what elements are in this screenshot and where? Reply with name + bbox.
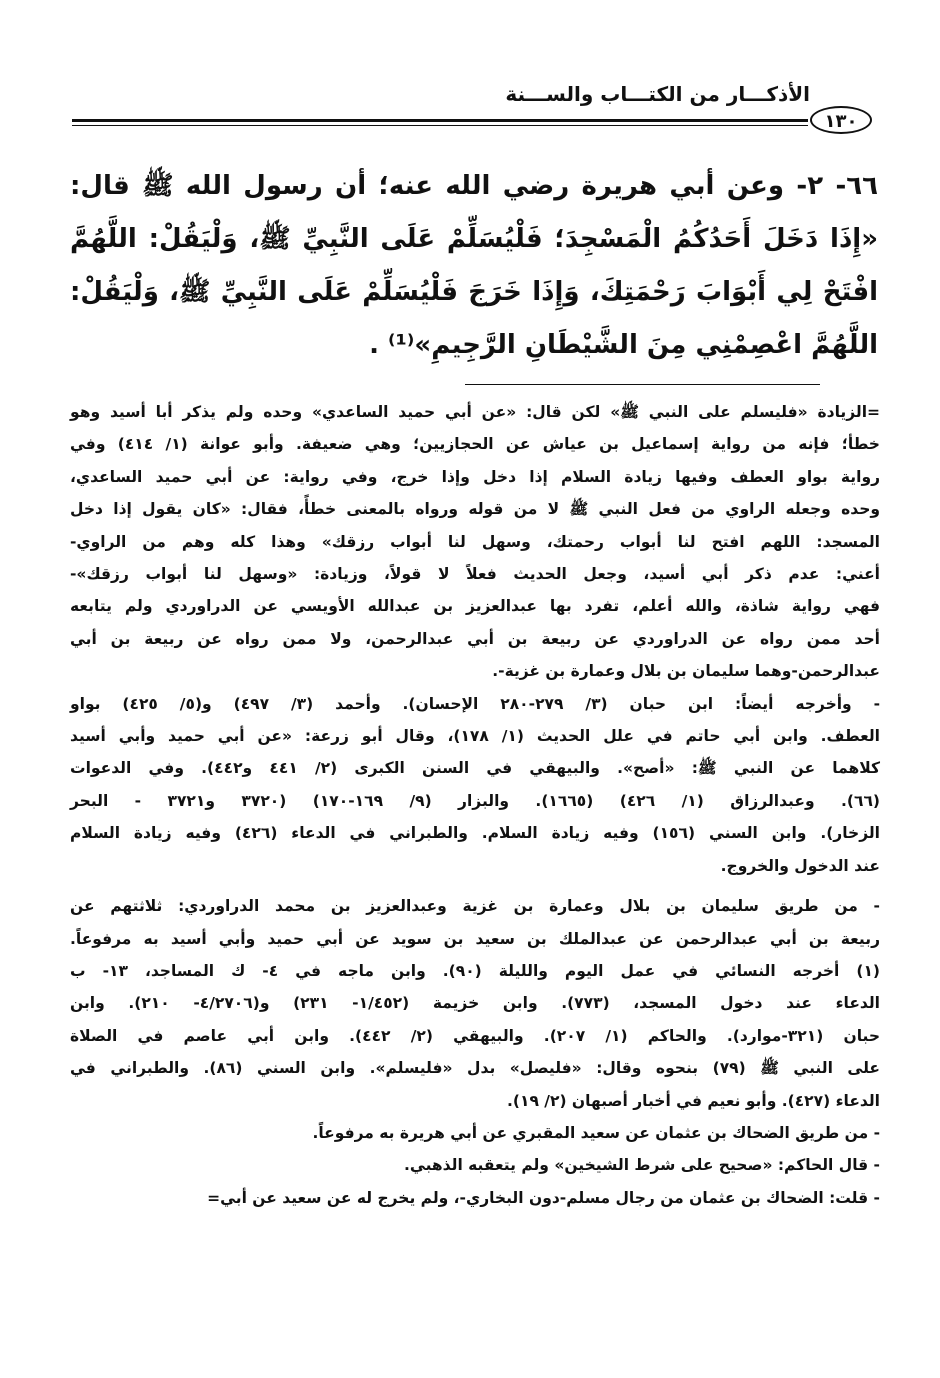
running-header-title: الأذكـــار من الكتـــاب والســـنة [505,82,810,106]
footnote-line: - وأخرجه أيضاً: ابن حبان (٣/ ٢٧٩-٢٨٠ الإحسان). وأحمد (٣/ ٤٩٧) و(٥/ ٤٢٥) بواو [70,694,881,713]
footnote-line: العطف. وابن أبي حاتم في علل الحديث (١/ ١٧٨)، وقال أبو زرعة: «عن أبي حميد وأبي أسيد [70,727,880,746]
footnote-line: - قال الحاكم: «صحيح على شرط الشيخين» ولم يتعقبه الذهبي. [404,1156,880,1175]
hadith-line: افْتَحْ لِي أَبْوَابَ رَحْمَتِكَ، وَإِذَا خَرَجَ فَلْيُسَلِّمْ عَلَى النَّبِيِّ ﷺ، وَلْيَقُلْ: [70,277,878,307]
hadith-line: ٦٦- ٢- وعن أبي هريرة رضي الله عنه؛ أن رسول الله ﷺ قال: [70,171,878,201]
footnote-line: أحد ممن رواه عن الدراوردي عن ربيعة بن أبي عبدالرحمن، ولا ممن رواه عن ربيعة بن أبي [70,629,880,648]
hadith-line: «إِذَا دَخَلَ أَحَدُكُمُ الْمَسْجِدَ؛ فَلْيُسَلِّمْ عَلَى النَّبِيِّ ﷺ، وَلْيَقُلْ: اللَّهُمَّ [70,224,878,254]
footnote-line: وحده وجعله الراوي من فعل النبي ﷺ لا من قوله ورواه بالمعنى خطأً، فقال: «كان يقول إذا دخل [70,500,880,519]
header-rule [72,119,808,126]
footnote-line: عند الدخول والخروج. [720,856,880,875]
hadith-line: اللَّهُمَّ اعْصِمْنِي مِنَ الشَّيْطَانِ الرَّجِيمِ»⁽¹⁾ . [369,330,878,360]
footnote-line: على النبي ﷺ (٧٩) بنحوه وقال: «فليصل» بدل «فليسلم». وابن السني (٨٦). والطبراني في [70,1059,880,1078]
footnote-line: عبدالرحمن-وهما سليمان بن بلال وعمارة بن غزية-. [492,662,880,681]
page-number: ١٣٠ [810,106,872,134]
footnote-line: - من طريق سليمان بن بلال وعمارة بن غزية وعبدالعزيز بن محمد الدراوردي: ثلاثتهم عن [70,897,880,916]
footnote-line: الزخار). وابن السني (١٥٦) وفيه زيادة السلام. والطبراني في الدعاء (٤٢٦) وفيه زيادة السلام [70,824,880,843]
footnote-line: الدعاء عند دخول المسجد، (٧٧٣). وابن خزيمة (١/٤٥٢- ٢٣١) و(٤/٢٧٠٦- ٢١٠). وابن [70,994,880,1013]
footnote-line: الدعاء (٤٢٧). وأبو نعيم في أخبار أصبهان (٢/ ١٩). [507,1091,880,1110]
hadith-text [70,160,878,372]
footnote-line: (١) أخرجه النسائي في عمل اليوم والليلة (٩٠). وابن ماجه في ٤- ك المساجد، ١٣- ب [70,961,881,980]
footnote-line: - من طريق الضحاك بن عثمان عن سعيد المقبري عن أبي هريرة به مرفوعاً. [312,1123,880,1142]
footnote-line: المسجد: اللهم افتح لنا أبواب رحمتك، وسهل لنا أبواب رزقك» وهذا كله وهم من الراوي- [70,532,880,551]
footnote-line: ربيعة بن أبي عبدالرحمن عن عبدالملك بن سعيد بن سويد عن أبي حميد وأبي أسيد به مرفوعاً. [70,929,880,948]
footnotes [70,396,880,1214]
footnote-line: (٦٦). وعبدالرزاق (١/ ٤٢٦) (١٦٦٥). والبزار (٩/ ١٦٩-١٧٠) (٣٧٢٠ و٣٧٢١ - البحر [70,791,880,810]
footnote-line: - قلت: الضحاك بن عثمان من رجال مسلم-دون البخاري-، ولم يخرج له عن سعيد عن أبي= [207,1188,880,1207]
footnote-line: رواية بواو العطف وفيها زيادة السلام إذا دخل وإذا خرج، وفي رواية: عن أبي حميد الساعدي، [70,467,880,486]
footnote-line: خطأ؛ فإنه من رواية إسماعيل بن عياش عن الحجازيين؛ وهي ضعيفة. وأبو عوانة (١/ ٤١٤) وفي [70,435,880,454]
footnote-line: كلاهما عن النبي ﷺ: «أصح». والبيهقي في السنن الكبرى (٢/ ٤٤١ و٤٤٢). وفي الدعوات [70,759,881,778]
footnote-line: حبان (٣٢١-موارد). والحاكم (١/ ٢٠٧). والبيهقي (٢/ ٤٤٢). وابن أبي عاصم في الصلاة [70,1026,881,1045]
footnote-line: أعني: عدم ذكر أبي أسيد، وجعل الحديث فعلاً لا قولاً، وزيادة: «وسهل لنا أبواب رزقك»- [70,565,880,584]
footnote-line: =الزيادة «فليسلم على النبي ﷺ» لكن قال: «عن أبي حميد الساعدي» وحده ولم يذكر أبا أسيد وهو [70,403,880,421]
footnote-separator [465,384,820,385]
footnote-line: فهي رواية شاذة، والله أعلم، تفرد بها عبدالعزيز بن عبدالله الأويسي عن الدراوردي ولم يتابعه [70,597,880,616]
